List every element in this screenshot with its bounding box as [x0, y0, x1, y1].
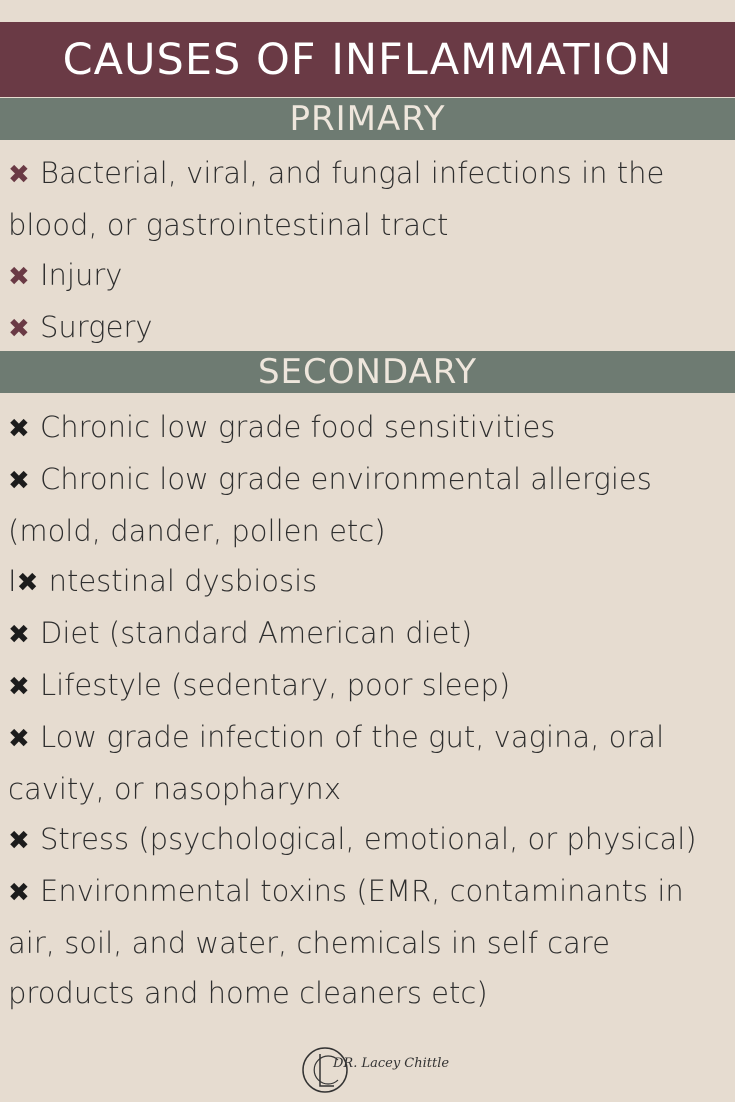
x-mark-icon: ✖: [8, 314, 30, 344]
brand-logo: [300, 1042, 450, 1097]
x-mark-icon: ✖: [8, 672, 30, 702]
list-item: [8, 454, 732, 556]
list-item: [8, 712, 732, 814]
section-header-secondary: [0, 351, 735, 393]
x-mark-icon: ✖: [8, 414, 30, 444]
x-mark-icon: ✖: [8, 724, 30, 754]
x-mark-icon: ✖: [8, 262, 30, 292]
section-heading-secondary: SECONDARY: [257, 352, 478, 392]
list-item-text: ntestinal dysbiosis: [48, 564, 318, 598]
list-item-text: Diet (standard American diet): [40, 616, 473, 650]
list-item-text: Chronic low grade environmental allergies (mold, dander, pollen etc): [8, 462, 652, 548]
list-item: [8, 556, 732, 608]
x-mark-icon: ✖: [8, 466, 30, 496]
x-mark-icon: ✖: [8, 826, 30, 856]
list-item-text: Lifestyle (sedentary, poor sleep): [40, 668, 511, 702]
title-banner: [0, 22, 735, 97]
list-item: [8, 250, 732, 302]
section-heading-primary: PRIMARY: [289, 99, 446, 139]
logo-text: DR. Lacey Chittle: [333, 1056, 450, 1071]
list-item-text: Low grade infection of the gut, vagina, oral cavity, or nasopharynx: [8, 720, 665, 806]
x-mark-icon: ✖: [8, 878, 30, 908]
list-item: [8, 608, 732, 660]
list-item-prefix: I: [8, 564, 17, 598]
list-item: [8, 148, 732, 250]
section-header-primary: [0, 98, 735, 140]
secondary-causes-list: [8, 402, 732, 1018]
list-item-text: Injury: [40, 258, 123, 292]
list-item-text: Stress (psychological, emotional, or physical): [40, 822, 697, 856]
x-mark-icon: ✖: [8, 620, 30, 650]
list-item-text: Bacterial, viral, and fungal infections in the blood, or gastrointestinal tract: [8, 156, 665, 242]
primary-causes-list: [8, 148, 732, 354]
list-item: [8, 660, 732, 712]
list-item-text: Chronic low grade food sensitivities: [40, 410, 556, 444]
x-mark-icon: ✖: [16, 568, 39, 598]
list-item-text: Surgery: [40, 310, 153, 344]
list-item: [8, 402, 732, 454]
list-item-text: Environmental toxins (EMR, contaminants in air, soil, and water, chemicals in self care products and home cleaners etc): [8, 874, 684, 1010]
list-item: [8, 866, 732, 1018]
list-item: [8, 302, 732, 354]
x-mark-icon: ✖: [8, 160, 30, 190]
page-title: CAUSES OF INFLAMMATION: [62, 34, 673, 85]
list-item: [8, 814, 732, 866]
